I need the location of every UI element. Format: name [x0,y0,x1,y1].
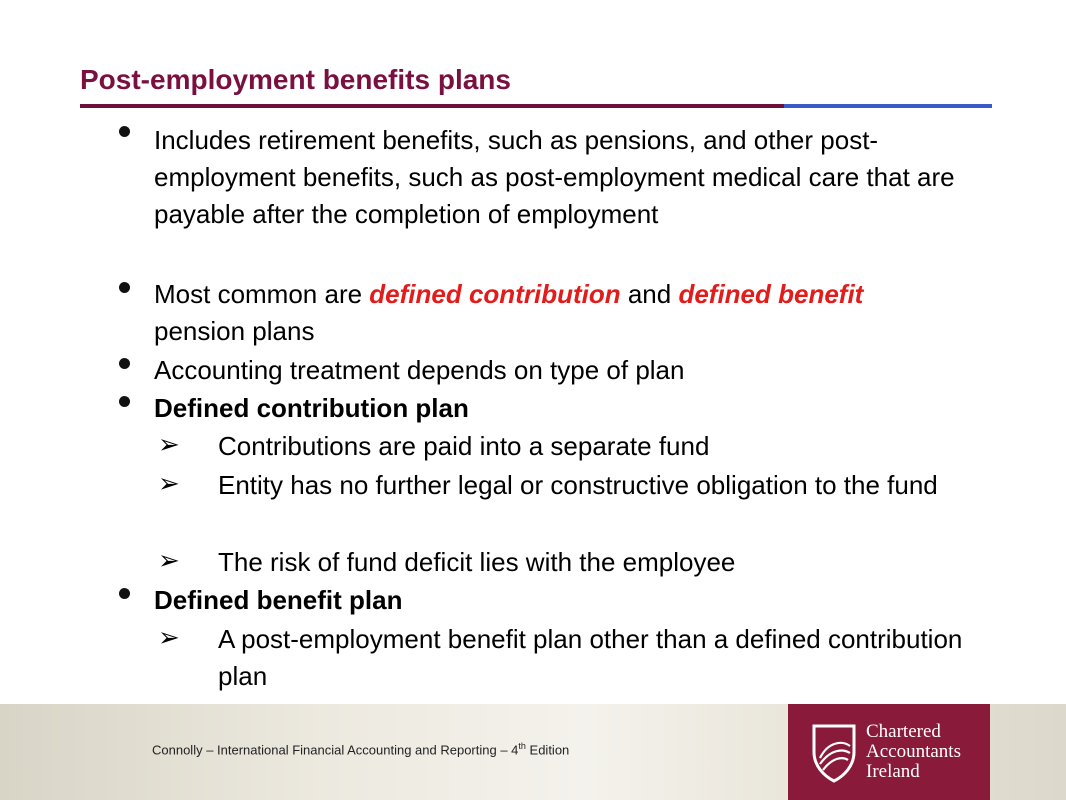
bullet-text-end: pension plans [154,316,315,346]
arrow-right-icon: ➢ [158,546,180,576]
title-rule-right [784,104,992,108]
bullet-dot-icon [119,588,130,599]
bullet-dot-icon [119,396,130,407]
bullet-dot-icon [119,358,130,369]
bullet-item [154,390,984,427]
emphasis-defined-contribution: defined contribution [369,279,621,309]
sub-bullet-item [218,467,993,504]
title-rule-left [80,104,784,108]
arrow-right-icon: ➢ [158,430,180,460]
bullet-item [154,122,984,233]
citation-text: Connolly – International Financial Accounting and Reporting – 4 [152,742,519,758]
sub-bullet-text: Entity has no further legal or constructive obligation to the fund [218,470,938,500]
bullet-dot-icon [119,126,130,137]
citation-edition: Edition [525,742,570,758]
logo-wordmark [866,722,961,782]
bullet-item [154,582,984,619]
sub-bullet-text: Contributions are paid into a separate fund [218,431,710,461]
bullet-text-connector: and [620,279,679,309]
emphasis-defined-benefit: defined benefit [678,279,864,309]
arrow-right-icon: ➢ [158,623,180,653]
logo-line-3: Ireland [866,761,920,782]
bullet-text: Includes retirement benefits, such as pensions, and other post-employment benefits, such as post-employment medical care that are payable after the completion of employment [154,125,955,229]
sub-bullet-item [218,621,978,695]
sub-bullet-item [218,544,988,581]
footer-citation [152,741,569,757]
bullet-text: Most common are [154,279,370,309]
arrow-right-icon: ➢ [158,469,180,499]
slide-title: Post-employment benefits plans [80,64,511,95]
logo-line-2: Accountants [866,741,961,762]
sub-bullet-text: A post-employment benefit plan other than a defined contribution plan [218,624,963,691]
bullet-text: Defined contribution plan [154,393,469,423]
bullet-dot-icon [119,282,130,293]
bullet-item [154,352,984,389]
bullet-text: Defined benefit plan [154,585,403,615]
citation-superscript: th [518,741,526,751]
bullet-item [154,276,934,350]
chartered-accountants-shield-icon [810,722,858,784]
bullet-text: Accounting treatment depends on type of plan [154,355,685,385]
sub-bullet-item [218,428,988,465]
sub-bullet-text: The risk of fund deficit lies with the employee [218,547,736,577]
logo-line-1: Chartered [866,721,941,742]
